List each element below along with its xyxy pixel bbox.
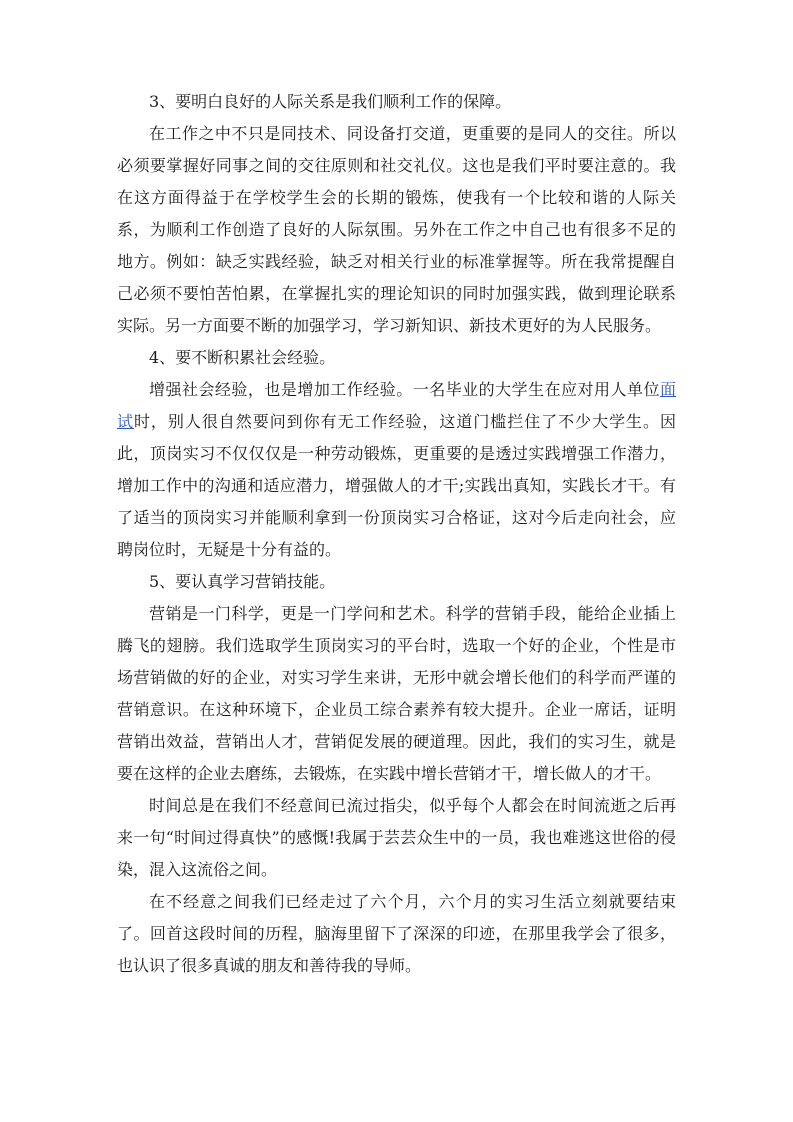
- paragraph-text-segment: 时，别人很自然要问到你有无工作经验，这道门槛拦住了不少大学生。因此，顶岗实习不仅仅仅是一种劳动锻炼，更重要的是透过实践增强工作潜力，增加工作中的沟通和适应潜力，增强做人的才干;实践出真知，实践长才干。有了适当的顶岗实习并能顺利拿到一份顶岗实习合格证，这对今后走向社会，应聘岗位时，无疑是十分有益的。: [117, 412, 676, 559]
- paragraph-social-experience: [117, 374, 676, 566]
- heading-marketing-skills: 5、要认真学习营销技能。: [149, 572, 336, 591]
- interview-link[interactable]: 面试: [117, 380, 676, 431]
- paragraph-marketing-skills: 营销是一门科学，更是一门学问和艺术。科学的营销手段，能给企业插上腾飞的翅膀。我们选取学生顶岗实习的平台时，选取一个好的企业，个性是市场营销做的好的企业，对实习学生来讲，无形中就会增长他们的科学而严谨的营销意识。在这种环境下，企业员工综合素养有较大提升。企业一席话，证明营销出效益，营销出人才，营销促发展的硬道理。因此，我们的实习生，就是要在这样的企业去磨练，去锻炼，在实践中增长营销才干，增长做人的才干。: [117, 604, 676, 783]
- document-body: [117, 86, 676, 982]
- paragraph-text-segment: 增强社会经验，也是增加工作经验。一名毕业的大学生在应对用人单位: [149, 380, 660, 399]
- paragraph-six-months: 在不经意之间我们已经走过了六个月，六个月的实习生活立刻就要结束了。回首这段时间的历程，脑海里留下了深深的印迹，在那里我学会了很多，也认识了很多真诚的朋友和善待我的导师。: [117, 892, 676, 975]
- paragraph-time-flies: 时间总是在我们不经意间已流过指尖，似乎每个人都会在时间流逝之后再来一句“时间过得真快”的感慨!我属于芸芸众生中的一员，我也难逃这世俗的侵染，混入这流俗之间。: [117, 796, 676, 879]
- paragraph-interpersonal-relations: 在工作之中不只是同技术、同设备打交道，更重要的是同人的交往。所以必须要掌握好同事之间的交往原则和社交礼仪。这也是我们平时要注意的。我在这方面得益于在学校学生会的长期的锻炼，使我有一个比较和谐的人际关系，为顺利工作创造了良好的人际氛围。另外在工作之中自己也有很多不足的地方。例如：缺乏实践经验，缺乏对相关行业的标准掌握等。所在我常提醒自己必须不要怕苦怕累，在掌握扎实的理论知识的同时加强实践，做到理论联系实际。另一方面要不断的加强学习，学习新知识、新技术更好的为人民服务。: [117, 124, 676, 335]
- heading-social-experience: 4、要不断积累社会经验。: [149, 348, 336, 367]
- heading-interpersonal-relations: 3、要明白良好的人际关系是我们顺利工作的保障。: [149, 92, 512, 111]
